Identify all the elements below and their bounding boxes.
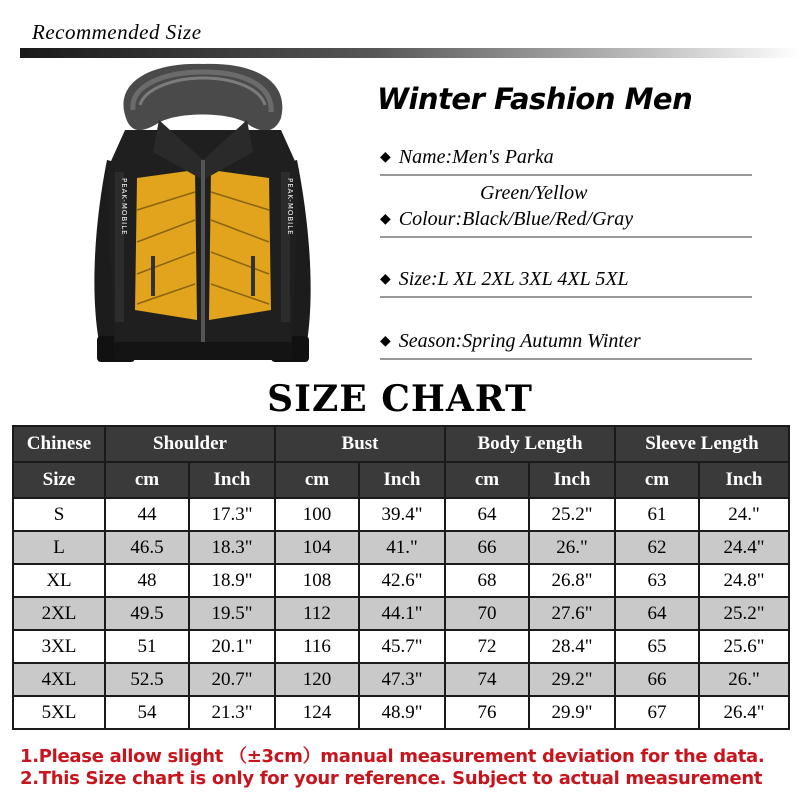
value-cell: 70 (445, 597, 529, 630)
table-row (13, 663, 789, 696)
value-cell: 29.2" (529, 663, 615, 696)
value-cell: 47.3" (359, 663, 445, 696)
value-cell: 45.7" (359, 630, 445, 663)
value-cell: 66 (445, 531, 529, 564)
size-cell: 3XL (13, 630, 105, 663)
value-cell: 64 (445, 498, 529, 531)
value-cell: 29.9" (529, 696, 615, 729)
size-cell: XL (13, 564, 105, 597)
value-cell: 100 (275, 498, 359, 531)
value-cell: 120 (275, 663, 359, 696)
value-cell: 54 (105, 696, 189, 729)
value-cell: 76 (445, 696, 529, 729)
value-cell: 108 (275, 564, 359, 597)
subheader-cell: cm (445, 462, 529, 498)
value-cell: 18.9" (189, 564, 275, 597)
value-cell: 48.9" (359, 696, 445, 729)
value-cell: 46.5 (105, 531, 189, 564)
value-cell: 44 (105, 498, 189, 531)
value-cell: 25.2" (699, 597, 789, 630)
value-cell: 104 (275, 531, 359, 564)
sleeve-text-right: PEAK-MOBILE (286, 178, 294, 236)
table-row (13, 630, 789, 663)
jacket-product-image (85, 60, 320, 370)
value-cell: 19.5" (189, 597, 275, 630)
value-cell: 24." (699, 498, 789, 531)
value-cell: 72 (445, 630, 529, 663)
value-cell: 112 (275, 597, 359, 630)
info-divider (380, 174, 752, 176)
table-header-row (13, 426, 789, 462)
value-cell: 48 (105, 564, 189, 597)
info-divider (380, 296, 752, 298)
value-cell: 61 (615, 498, 699, 531)
note-1: 1.Please allow slight （±3cm）manual measurement deviation for the data. (20, 746, 765, 767)
header-sleeve-length: Sleeve Length (615, 426, 789, 462)
diamond-bullet-icon: ◆ (380, 150, 391, 165)
value-cell: 28.4" (529, 630, 615, 663)
value-cell: 67 (615, 696, 699, 729)
table-row (13, 564, 789, 597)
recommended-size-title: Recommended Size (32, 20, 202, 44)
subheader-cell: cm (275, 462, 359, 498)
value-cell: 25.2" (529, 498, 615, 531)
size-chart-title: SIZE CHART (267, 378, 533, 420)
value-cell: 68 (445, 564, 529, 597)
title-divider (20, 48, 800, 58)
info-size: ◆ Size:L XL 2XL 3XL 4XL 5XL (380, 268, 629, 290)
table-row (13, 696, 789, 729)
header-body-length: Body Length (445, 426, 615, 462)
diamond-bullet-icon: ◆ (380, 212, 391, 227)
value-cell: 24.8" (699, 564, 789, 597)
header-chinese: Chinese (13, 426, 105, 462)
value-cell: 63 (615, 564, 699, 597)
subheader-cell: Inch (529, 462, 615, 498)
header-bust: Bust (275, 426, 445, 462)
info-name: ◆ Name:Men's Parka (380, 146, 554, 168)
value-cell: 26.4" (699, 696, 789, 729)
value-cell: 24.4" (699, 531, 789, 564)
value-cell: 26.8" (529, 564, 615, 597)
subheader-cell: Inch (359, 462, 445, 498)
value-cell: 65 (615, 630, 699, 663)
value-cell: 27.6" (529, 597, 615, 630)
value-cell: 17.3" (189, 498, 275, 531)
size-chart-table (12, 425, 790, 730)
value-cell: 62 (615, 531, 699, 564)
sleeve-text-left: PEAK-MOBILE (120, 178, 128, 236)
value-cell: 20.1" (189, 630, 275, 663)
subheader-cell: Size (13, 462, 105, 498)
info-colour: ◆ Colour:Black/Blue/Red/Gray (380, 208, 634, 230)
value-cell: 42.6" (359, 564, 445, 597)
value-cell: 64 (615, 597, 699, 630)
value-cell: 66 (615, 663, 699, 696)
size-cell: S (13, 498, 105, 531)
table-row (13, 498, 789, 531)
subheader-cell: cm (105, 462, 189, 498)
size-cell: 4XL (13, 663, 105, 696)
value-cell: 20.7" (189, 663, 275, 696)
size-cell: L (13, 531, 105, 564)
value-cell: 26." (529, 531, 615, 564)
table-row (13, 531, 789, 564)
subheader-cell: cm (615, 462, 699, 498)
size-cell: 2XL (13, 597, 105, 630)
value-cell: 116 (275, 630, 359, 663)
value-cell: 49.5 (105, 597, 189, 630)
value-cell: 39.4" (359, 498, 445, 531)
value-cell: 44.1" (359, 597, 445, 630)
table-row (13, 597, 789, 630)
subheader-cell: Inch (699, 462, 789, 498)
note-2: 2.This Size chart is only for your reference. Subject to actual measurement (20, 768, 763, 789)
headline: Winter Fashion Men (377, 82, 693, 116)
value-cell: 26." (699, 663, 789, 696)
subheader-cell: Inch (189, 462, 275, 498)
info-season: ◆ Season:Spring Autumn Winter (380, 330, 641, 352)
info-colour-line1: Green/Yellow (480, 182, 588, 204)
value-cell: 18.3" (189, 531, 275, 564)
value-cell: 25.6" (699, 630, 789, 663)
header-shoulder: Shoulder (105, 426, 275, 462)
info-divider (380, 358, 752, 360)
value-cell: 52.5 (105, 663, 189, 696)
size-cell: 5XL (13, 696, 105, 729)
table-subheader-row (13, 462, 789, 498)
value-cell: 124 (275, 696, 359, 729)
diamond-bullet-icon: ◆ (380, 334, 391, 349)
size-chart-body (13, 498, 789, 729)
value-cell: 21.3" (189, 696, 275, 729)
value-cell: 41." (359, 531, 445, 564)
info-divider (380, 236, 752, 238)
value-cell: 51 (105, 630, 189, 663)
diamond-bullet-icon: ◆ (380, 272, 391, 287)
value-cell: 74 (445, 663, 529, 696)
